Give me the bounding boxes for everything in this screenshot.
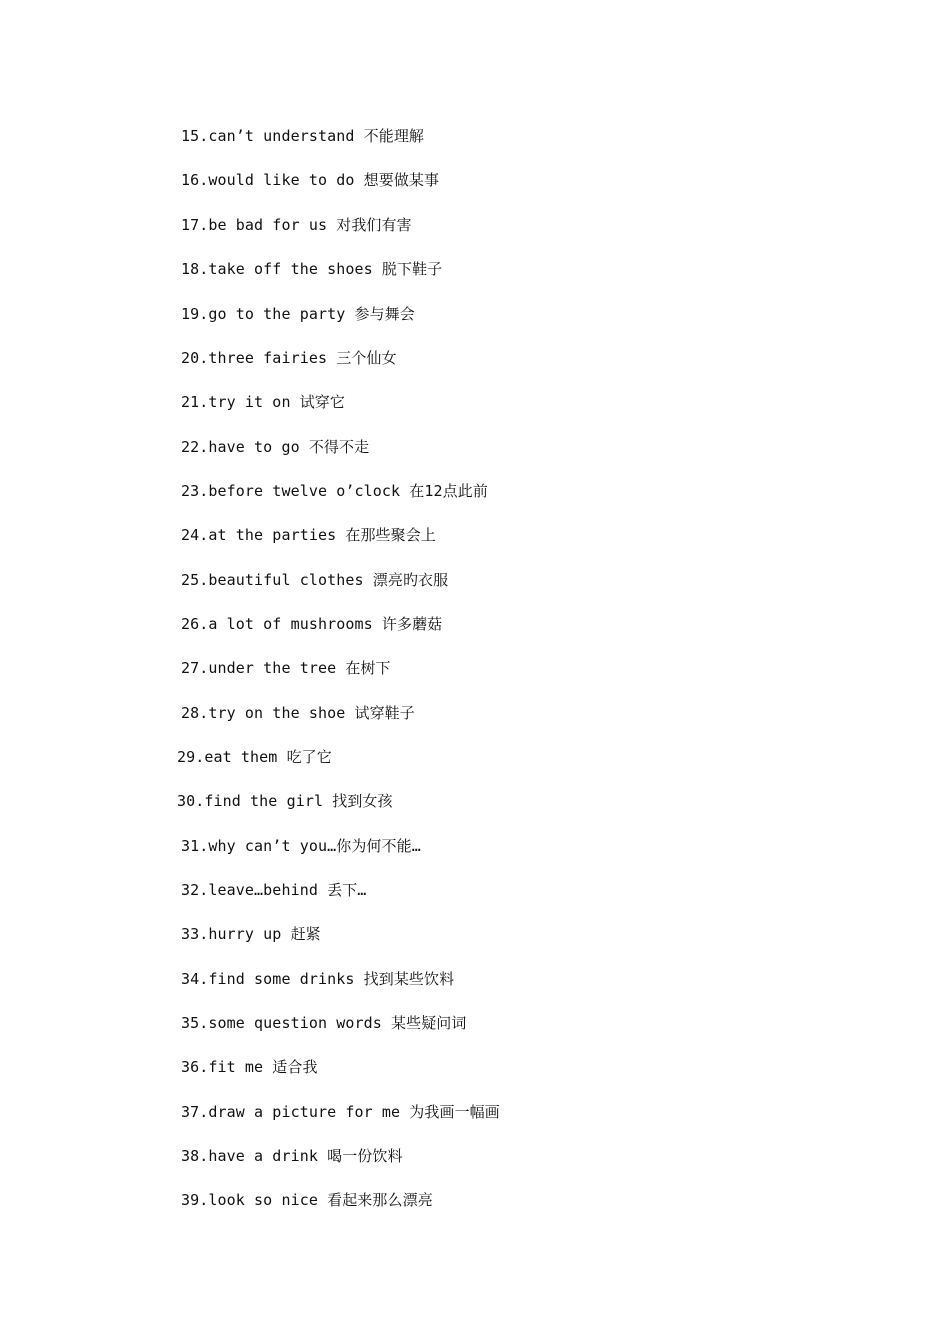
list-item: 37.draw a picture for me 为我画一幅画 bbox=[181, 1103, 500, 1121]
list-item: 33.hurry up 赶紧 bbox=[181, 925, 321, 943]
list-item: 23.before twelve o’clock 在12点此前 bbox=[181, 482, 488, 500]
list-item: 28.try on the shoe 试穿鞋子 bbox=[181, 704, 415, 722]
list-item: 18.take off the shoes 脱下鞋子 bbox=[181, 260, 443, 278]
list-item: 21.try it on 试穿它 bbox=[181, 393, 346, 411]
list-item: 32.leave…behind 丢下… bbox=[181, 881, 367, 899]
list-item: 16.would like to do 想要做某事 bbox=[181, 171, 440, 189]
list-item: 38.have a drink 喝一份饮料 bbox=[181, 1147, 403, 1165]
list-item: 17.be bad for us 对我们有害 bbox=[181, 216, 412, 234]
list-item: 30.find the girl 找到女孩 bbox=[177, 792, 393, 810]
list-item: 31.why can’t you…你为何不能… bbox=[181, 837, 421, 855]
list-item: 24.at the parties 在那些聚会上 bbox=[181, 526, 436, 544]
list-item: 19.go to the party 参与舞会 bbox=[181, 305, 415, 323]
list-item: 29.eat them 吃了它 bbox=[177, 748, 332, 766]
list-item: 35.some question words 某些疑问词 bbox=[181, 1014, 467, 1032]
list-item: 20.three fairies 三个仙女 bbox=[181, 349, 397, 367]
list-item: 15.can’t understand 不能理解 bbox=[181, 127, 425, 145]
list-item: 36.fit me 适合我 bbox=[181, 1058, 318, 1076]
list-item: 34.find some drinks 找到某些饮料 bbox=[181, 970, 455, 988]
list-item: 27.under the tree 在树下 bbox=[181, 659, 391, 677]
list-item: 39.look so nice 看起来那么漂亮 bbox=[181, 1191, 433, 1209]
list-item: 25.beautiful clothes 漂亮旳衣服 bbox=[181, 571, 449, 589]
list-item: 22.have to go 不得不走 bbox=[181, 438, 370, 456]
list-item: 26.a lot of mushrooms 许多蘑菇 bbox=[181, 615, 443, 633]
